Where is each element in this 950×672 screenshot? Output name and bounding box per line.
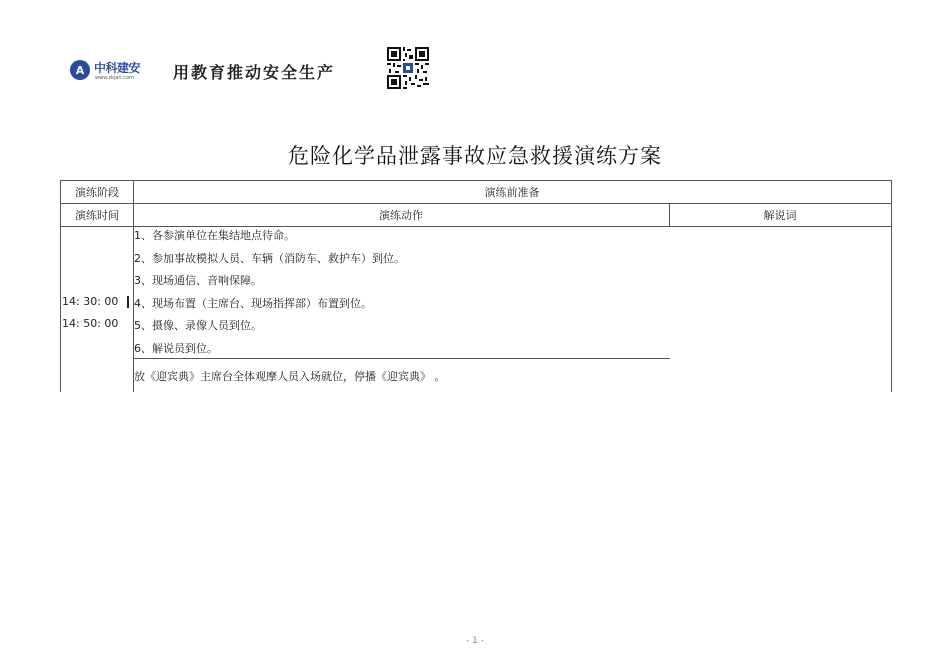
row-divider xyxy=(133,358,670,359)
page-number: - 1 - xyxy=(466,636,484,646)
stage-value: 演练前准备 xyxy=(133,180,892,204)
end-time: 14: 50: 00 xyxy=(62,317,119,330)
action-header: 演练动作 xyxy=(133,203,670,227)
logo-text: 中科建安 xyxy=(94,61,141,75)
company-logo xyxy=(70,58,148,84)
narration-header: 解说词 xyxy=(669,203,892,227)
stage-label: 演练阶段 xyxy=(60,180,134,204)
action-steps xyxy=(133,227,668,362)
step-5: 5、摄像、录像人员到位。 xyxy=(134,319,262,332)
step-6: 6、解说员到位。 xyxy=(134,341,218,355)
step-4: 4、现场布置（主席台、现场指挥部）布置到位。 xyxy=(134,296,372,310)
time-cell xyxy=(60,227,134,392)
start-time: 14: 30: 00 xyxy=(62,295,119,308)
step-1: 1、各参演单位在集结地点待命。 xyxy=(134,229,295,242)
step-3: 3、现场通信、音响保障。 xyxy=(134,274,262,287)
document-title: 危险化学品泄露事故应急救援演练方案 xyxy=(288,144,662,168)
drill-table xyxy=(60,180,892,392)
time-divider xyxy=(127,296,129,308)
narration-cell xyxy=(669,227,892,392)
page-header xyxy=(70,44,450,94)
logo-url: www.zkjan.com xyxy=(95,75,134,81)
welcome-step: 放《迎宾典》主席台全体观摩人员入场就位，停播《迎宾典》 。 xyxy=(134,370,446,383)
logo-mark-icon: A xyxy=(70,60,90,80)
slogan: 用教育推动安全生产 xyxy=(173,63,336,82)
step-2: 2、参加事故模拟人员、车辆（消防车、救护车）到位。 xyxy=(134,251,405,265)
time-header: 演练时间 xyxy=(60,203,134,227)
qr-code-icon xyxy=(387,47,429,89)
